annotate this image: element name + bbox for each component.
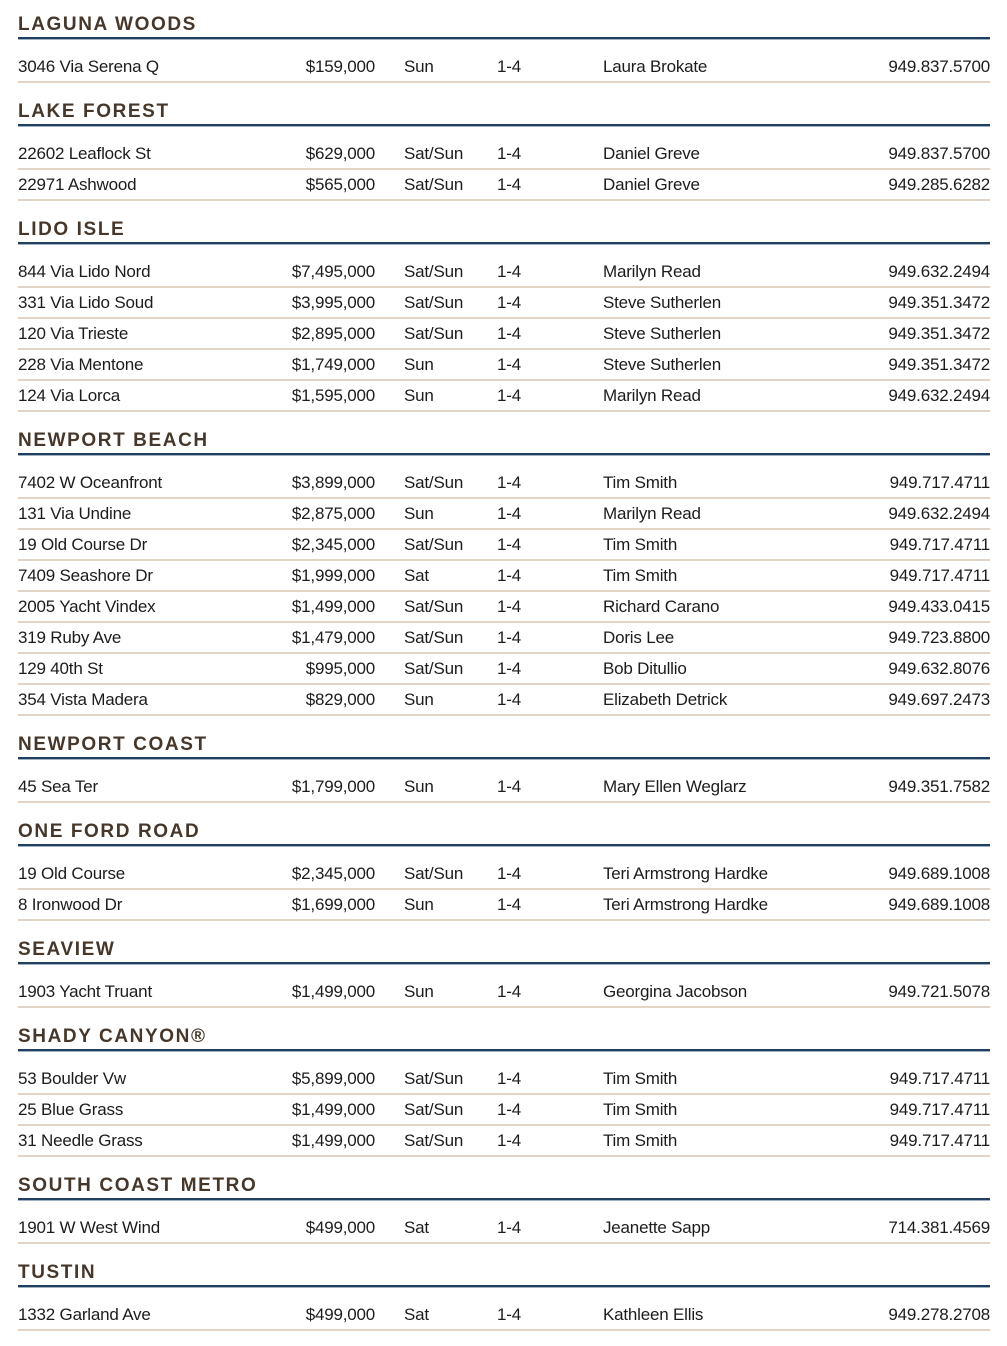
section-title: LAKE FOREST bbox=[18, 101, 990, 126]
listing-agent: Daniel Greve bbox=[603, 175, 700, 194]
listing-price: $1,499,000 bbox=[291, 597, 375, 616]
listing-section bbox=[18, 1175, 990, 1244]
listing-phone: 949.697.2473 bbox=[888, 690, 990, 709]
section-rows bbox=[18, 139, 990, 201]
listings-content bbox=[18, 14, 990, 1331]
listing-address: 331 Via Lido Soud bbox=[18, 293, 154, 312]
listing-phone: 949.717.4711 bbox=[889, 1131, 990, 1150]
section-title: NEWPORT COAST bbox=[18, 734, 990, 759]
listing-hours: 1-4 bbox=[497, 1069, 521, 1088]
listing-row bbox=[18, 561, 990, 592]
listing-phone: 949.717.4711 bbox=[889, 566, 990, 585]
listing-agent: Tim Smith bbox=[603, 473, 678, 492]
listing-price: $499,000 bbox=[305, 1305, 375, 1324]
listing-address: 19 Old Course Dr bbox=[18, 535, 148, 554]
listing-phone: 949.632.8076 bbox=[888, 659, 990, 678]
listing-row bbox=[18, 654, 990, 685]
listing-phone: 949.717.4711 bbox=[889, 473, 990, 492]
listing-address: 131 Via Undine bbox=[18, 504, 132, 523]
listing-hours: 1-4 bbox=[497, 895, 521, 914]
listing-price: $2,345,000 bbox=[291, 864, 375, 883]
listing-days: Sun bbox=[404, 504, 434, 523]
listing-days: Sat/Sun bbox=[404, 473, 464, 492]
listing-days: Sat/Sun bbox=[404, 597, 464, 616]
listing-agent: Steve Sutherlen bbox=[603, 355, 721, 374]
listing-price: $2,895,000 bbox=[291, 324, 375, 343]
listing-address: 19 Old Course bbox=[18, 864, 126, 883]
listing-phone: 949.351.7582 bbox=[888, 777, 990, 796]
listing-section bbox=[18, 821, 990, 921]
listing-price: $1,479,000 bbox=[291, 628, 375, 647]
section-rows bbox=[18, 468, 990, 716]
listing-days: Sat bbox=[404, 1218, 429, 1237]
listing-section bbox=[18, 219, 990, 412]
listing-row bbox=[18, 139, 990, 170]
listing-row bbox=[18, 890, 990, 921]
section-title: LIDO ISLE bbox=[18, 219, 990, 244]
listing-address: 2005 Yacht Vindex bbox=[18, 597, 156, 616]
listing-price: $2,875,000 bbox=[291, 504, 375, 523]
listing-hours: 1-4 bbox=[497, 57, 521, 76]
listing-address: 8 Ironwood Dr bbox=[18, 895, 123, 914]
listing-address: 3046 Via Serena Q bbox=[18, 57, 159, 76]
listing-hours: 1-4 bbox=[497, 1131, 521, 1150]
listing-days: Sat/Sun bbox=[404, 864, 464, 883]
listing-address: 1903 Yacht Truant bbox=[18, 982, 152, 1001]
listing-address: 844 Via Lido Nord bbox=[18, 262, 151, 281]
listing-address: 22971 Ashwood bbox=[18, 175, 137, 194]
listing-price: $565,000 bbox=[305, 175, 375, 194]
listing-price: $1,499,000 bbox=[291, 1131, 375, 1150]
listing-price: $1,595,000 bbox=[291, 386, 375, 405]
listing-agent: Daniel Greve bbox=[603, 144, 700, 163]
listing-phone: 949.278.2708 bbox=[888, 1305, 990, 1324]
listing-hours: 1-4 bbox=[497, 1100, 521, 1119]
listing-phone: 949.632.2494 bbox=[888, 504, 990, 523]
listing-price: $159,000 bbox=[305, 57, 375, 76]
section-rows bbox=[18, 977, 990, 1008]
listing-hours: 1-4 bbox=[497, 144, 521, 163]
listing-hours: 1-4 bbox=[497, 566, 521, 585]
section-title: NEWPORT BEACH bbox=[18, 430, 990, 455]
listing-phone: 949.723.8800 bbox=[888, 628, 990, 647]
listing-address: 53 Boulder Vw bbox=[18, 1069, 126, 1088]
listing-price: $1,499,000 bbox=[291, 1100, 375, 1119]
listing-price: $1,799,000 bbox=[291, 777, 375, 796]
listing-address: 45 Sea Ter bbox=[18, 777, 98, 796]
listing-days: Sun bbox=[404, 355, 434, 374]
listing-phone: 949.721.5078 bbox=[888, 982, 990, 1001]
listing-row bbox=[18, 977, 990, 1008]
listing-section bbox=[18, 1262, 990, 1331]
listing-hours: 1-4 bbox=[497, 628, 521, 647]
listing-hours: 1-4 bbox=[497, 324, 521, 343]
listing-days: Sat/Sun bbox=[404, 175, 464, 194]
listing-row bbox=[18, 1126, 990, 1157]
listing-days: Sat/Sun bbox=[404, 659, 464, 678]
listing-hours: 1-4 bbox=[497, 504, 521, 523]
listing-agent: Richard Carano bbox=[603, 597, 720, 616]
listing-agent: Tim Smith bbox=[603, 1131, 678, 1150]
listing-address: 22602 Leaflock St bbox=[18, 144, 151, 163]
listing-row bbox=[18, 772, 990, 803]
section-title: TUSTIN bbox=[18, 1262, 990, 1287]
listing-agent: Mary Ellen Weglarz bbox=[603, 777, 747, 796]
listing-hours: 1-4 bbox=[497, 535, 521, 554]
listing-days: Sun bbox=[404, 895, 434, 914]
listing-price: $1,749,000 bbox=[291, 355, 375, 374]
listing-agent: Tim Smith bbox=[603, 1100, 678, 1119]
listing-hours: 1-4 bbox=[497, 386, 521, 405]
listing-row bbox=[18, 319, 990, 350]
listing-hours: 1-4 bbox=[497, 982, 521, 1001]
listing-days: Sun bbox=[404, 777, 434, 796]
listing-section bbox=[18, 939, 990, 1008]
listing-agent: Tim Smith bbox=[603, 535, 678, 554]
listing-days: Sun bbox=[404, 386, 434, 405]
listing-days: Sat/Sun bbox=[404, 1069, 464, 1088]
listing-row bbox=[18, 1095, 990, 1126]
listing-hours: 1-4 bbox=[497, 659, 521, 678]
listing-address: 7409 Seashore Dr bbox=[18, 566, 153, 585]
listing-agent: Laura Brokate bbox=[603, 57, 708, 76]
listing-hours: 1-4 bbox=[497, 1218, 521, 1237]
listing-address: 7402 W Oceanfront bbox=[18, 473, 163, 492]
section-rows bbox=[18, 52, 990, 83]
listing-days: Sat/Sun bbox=[404, 1100, 464, 1119]
listing-agent: Kathleen Ellis bbox=[603, 1305, 704, 1324]
section-title: SEAVIEW bbox=[18, 939, 990, 964]
listing-agent: Marilyn Read bbox=[603, 262, 701, 281]
listing-row bbox=[18, 1300, 990, 1331]
listing-agent: Marilyn Read bbox=[603, 504, 701, 523]
listing-price: $7,495,000 bbox=[291, 262, 375, 281]
listing-price: $1,499,000 bbox=[291, 982, 375, 1001]
section-rows bbox=[18, 1064, 990, 1157]
listing-row bbox=[18, 1213, 990, 1244]
listing-phone: 949.632.2494 bbox=[888, 386, 990, 405]
listing-row bbox=[18, 859, 990, 890]
listing-address: 124 Via Lorca bbox=[18, 386, 120, 405]
listing-phone: 949.717.4711 bbox=[889, 1069, 990, 1088]
section-rows bbox=[18, 1300, 990, 1331]
listing-days: Sat/Sun bbox=[404, 535, 464, 554]
listing-agent: Tim Smith bbox=[603, 1069, 678, 1088]
listing-hours: 1-4 bbox=[497, 777, 521, 796]
listing-agent: Steve Sutherlen bbox=[603, 293, 721, 312]
listing-days: Sat/Sun bbox=[404, 144, 464, 163]
listing-address: 25 Blue Grass bbox=[18, 1100, 124, 1119]
listing-price: $829,000 bbox=[305, 690, 375, 709]
listing-row bbox=[18, 1064, 990, 1095]
listing-agent: Teri Armstrong Hardke bbox=[603, 864, 768, 883]
listing-agent: Georgina Jacobson bbox=[603, 982, 748, 1001]
listing-phone: 949.351.3472 bbox=[888, 293, 990, 312]
listing-hours: 1-4 bbox=[497, 1305, 521, 1324]
listing-phone: 949.837.5700 bbox=[888, 57, 990, 76]
listing-days: Sun bbox=[404, 57, 434, 76]
listing-hours: 1-4 bbox=[497, 690, 521, 709]
listing-section bbox=[18, 1026, 990, 1157]
listing-price: $995,000 bbox=[305, 659, 375, 678]
listing-phone: 949.717.4711 bbox=[889, 1100, 990, 1119]
listing-row bbox=[18, 499, 990, 530]
listing-row bbox=[18, 468, 990, 499]
listing-hours: 1-4 bbox=[497, 293, 521, 312]
listing-row bbox=[18, 623, 990, 654]
listing-phone: 949.632.2494 bbox=[888, 262, 990, 281]
section-rows bbox=[18, 859, 990, 921]
listing-address: 120 Via Trieste bbox=[18, 324, 129, 343]
listing-agent: Teri Armstrong Hardke bbox=[603, 895, 768, 914]
listing-days: Sat/Sun bbox=[404, 262, 464, 281]
listing-phone: 949.351.3472 bbox=[888, 355, 990, 374]
listing-row bbox=[18, 257, 990, 288]
listing-agent: Marilyn Read bbox=[603, 386, 701, 405]
section-rows bbox=[18, 772, 990, 803]
listing-days: Sat bbox=[404, 1305, 429, 1324]
section-title: SOUTH COAST METRO bbox=[18, 1175, 990, 1200]
listing-agent: Elizabeth Detrick bbox=[603, 690, 728, 709]
listing-hours: 1-4 bbox=[497, 175, 521, 194]
listing-agent: Bob Ditullio bbox=[603, 659, 687, 678]
listing-address: 1332 Garland Ave bbox=[18, 1305, 151, 1324]
listing-hours: 1-4 bbox=[497, 355, 521, 374]
listing-row bbox=[18, 52, 990, 83]
listing-days: Sat/Sun bbox=[404, 324, 464, 343]
listing-section bbox=[18, 430, 990, 716]
listing-price: $1,999,000 bbox=[291, 566, 375, 585]
listing-agent: Doris Lee bbox=[603, 628, 674, 647]
listing-row bbox=[18, 530, 990, 561]
listing-section bbox=[18, 14, 990, 83]
listing-phone: 949.433.0415 bbox=[888, 597, 990, 616]
listing-price: $1,699,000 bbox=[291, 895, 375, 914]
listing-hours: 1-4 bbox=[497, 597, 521, 616]
listing-address: 319 Ruby Ave bbox=[18, 628, 122, 647]
listing-days: Sat/Sun bbox=[404, 1131, 464, 1150]
listing-address: 31 Needle Grass bbox=[18, 1131, 143, 1150]
section-rows bbox=[18, 1213, 990, 1244]
listing-phone: 949.689.1008 bbox=[888, 895, 990, 914]
listing-row bbox=[18, 288, 990, 319]
listing-agent: Steve Sutherlen bbox=[603, 324, 721, 343]
listing-days: Sat/Sun bbox=[404, 293, 464, 312]
listing-phone: 949.285.6282 bbox=[888, 175, 990, 194]
section-title: LAGUNA WOODS bbox=[18, 14, 990, 39]
listing-hours: 1-4 bbox=[497, 473, 521, 492]
listing-days: Sun bbox=[404, 982, 434, 1001]
listing-row bbox=[18, 685, 990, 716]
listing-price: $3,995,000 bbox=[291, 293, 375, 312]
listing-price: $499,000 bbox=[305, 1218, 375, 1237]
listing-days: Sat/Sun bbox=[404, 628, 464, 647]
listing-days: Sun bbox=[404, 690, 434, 709]
listing-row bbox=[18, 381, 990, 412]
listing-phone: 949.689.1008 bbox=[888, 864, 990, 883]
listing-section bbox=[18, 101, 990, 201]
listing-section bbox=[18, 734, 990, 803]
listing-price: $5,899,000 bbox=[291, 1069, 375, 1088]
listing-address: 1901 W West Wind bbox=[18, 1218, 160, 1237]
listing-hours: 1-4 bbox=[497, 864, 521, 883]
listing-price: $2,345,000 bbox=[291, 535, 375, 554]
listing-address: 354 Vista Madera bbox=[18, 690, 148, 709]
listing-phone: 949.717.4711 bbox=[889, 535, 990, 554]
listing-row bbox=[18, 170, 990, 201]
listing-phone: 949.351.3472 bbox=[888, 324, 990, 343]
listing-address: 129 40th St bbox=[18, 659, 103, 678]
listing-phone: 949.837.5700 bbox=[888, 144, 990, 163]
listing-agent: Jeanette Sapp bbox=[603, 1218, 711, 1237]
listing-row bbox=[18, 350, 990, 381]
section-rows bbox=[18, 257, 990, 412]
listing-row bbox=[18, 592, 990, 623]
listing-phone: 714.381.4569 bbox=[888, 1218, 990, 1237]
listing-price: $3,899,000 bbox=[291, 473, 375, 492]
listing-address: 228 Via Mentone bbox=[18, 355, 144, 374]
listing-agent: Tim Smith bbox=[603, 566, 678, 585]
listing-hours: 1-4 bbox=[497, 262, 521, 281]
listing-days: Sat bbox=[404, 566, 429, 585]
section-title: ONE FORD ROAD bbox=[18, 821, 990, 846]
section-title: SHADY CANYON® bbox=[18, 1026, 990, 1051]
listing-price: $629,000 bbox=[305, 144, 375, 163]
